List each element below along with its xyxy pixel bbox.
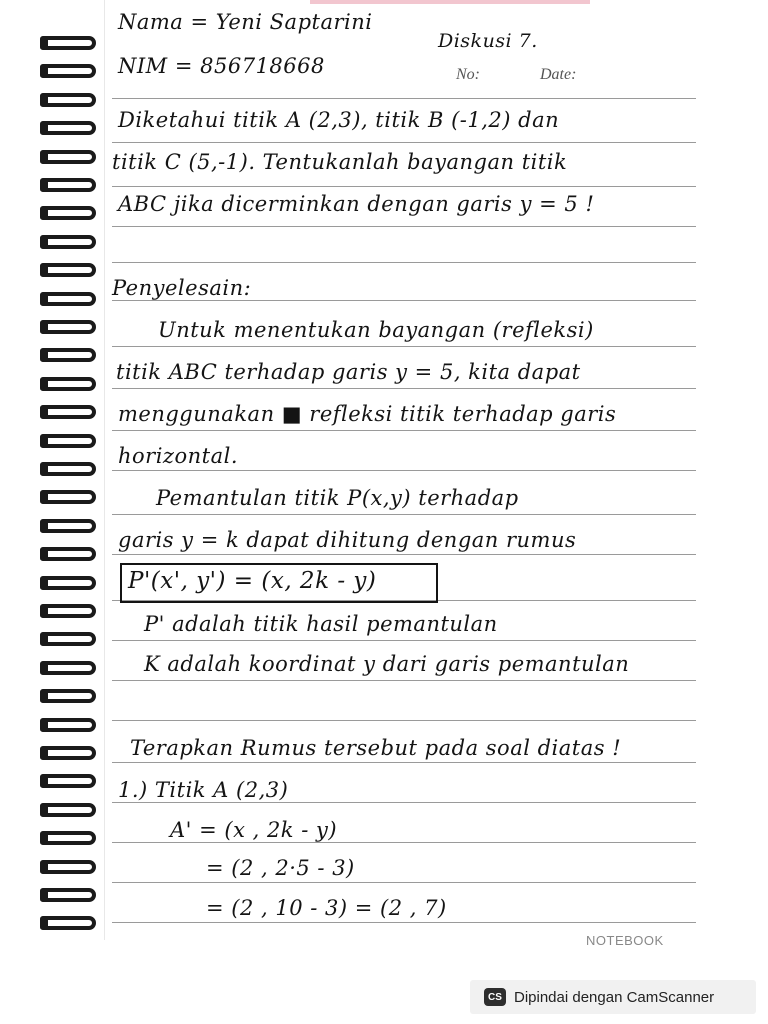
- explanation-line-2: titik ABC terhadap garis y = 5, kita dapat: [116, 360, 581, 384]
- spiral-ring: [40, 746, 96, 760]
- spiral-ring: [40, 519, 96, 533]
- printed-no-label: No:: [456, 66, 480, 83]
- ruled-line: [112, 346, 696, 347]
- reflection-line-1: Pemantulan titik P(x,y) terhadap: [156, 486, 519, 510]
- step-1-line-1: A' = (x , 2k - y): [170, 818, 338, 842]
- spiral-ring: [40, 462, 96, 476]
- spiral-ring: [40, 150, 96, 164]
- step-1-line-3: = (2 , 10 - 3) = (2 , 7): [206, 896, 447, 920]
- spiral-ring: [40, 263, 96, 277]
- printed-date-label: Date:: [540, 66, 577, 83]
- explanation-line-1: Untuk menentukan bayangan (refleksi): [158, 318, 594, 342]
- spiral-ring: [40, 860, 96, 874]
- spiral-ring: [40, 64, 96, 78]
- margin-line: [104, 0, 105, 940]
- ruled-line: [112, 142, 696, 143]
- reflection-line-2: garis y = k dapat dihitung dengan rumus: [118, 528, 577, 552]
- camscanner-text: Dipindai dengan CamScanner: [514, 988, 715, 1006]
- spiral-ring: [40, 206, 96, 220]
- ruled-line: [112, 262, 696, 263]
- step-1-line-2: = (2 , 2·5 - 3): [206, 856, 355, 880]
- ruled-line: [112, 98, 696, 99]
- problem-line-3: ABC jika dicerminkan dengan garis y = 5 !: [118, 192, 595, 216]
- student-name: Nama = Yeni Saptarini: [118, 10, 373, 34]
- ruled-line: [112, 842, 696, 843]
- camscanner-icon: CS: [484, 988, 506, 1006]
- spiral-ring: [40, 320, 96, 334]
- spiral-binding: [40, 30, 102, 940]
- explanation-line-3: menggunakan ■ refleksi titik terhadap garis: [118, 402, 617, 426]
- ruled-line: [112, 226, 696, 227]
- ruled-line: [112, 882, 696, 883]
- ruled-line: [112, 554, 696, 555]
- spiral-ring: [40, 604, 96, 618]
- ruled-line: [112, 680, 696, 681]
- ruled-line: [112, 762, 696, 763]
- problem-line-1: Diketahui titik A (2,3), titik B (-1,2) dan: [118, 108, 560, 132]
- spiral-ring: [40, 803, 96, 817]
- spiral-ring: [40, 93, 96, 107]
- page-top-strip: [310, 0, 590, 4]
- solution-heading: Penyelesain:: [112, 276, 252, 300]
- spiral-ring: [40, 405, 96, 419]
- notebook-brand: NOTEBOOK: [586, 933, 664, 948]
- note-k: K adalah koordinat y dari garis pemantulan: [144, 652, 630, 676]
- spiral-ring: [40, 235, 96, 249]
- ruled-line: [112, 640, 696, 641]
- spiral-ring: [40, 916, 96, 930]
- spiral-ring: [40, 774, 96, 788]
- explanation-line-4: horizontal.: [118, 444, 239, 468]
- ruled-line: [112, 388, 696, 389]
- spiral-ring: [40, 576, 96, 590]
- spiral-ring: [40, 888, 96, 902]
- ruled-line: [112, 720, 696, 721]
- note-p-prime: P' adalah titik hasil pemantulan: [144, 612, 498, 636]
- reflection-formula: P'(x', y') = (x, 2k - y): [128, 568, 377, 594]
- spiral-ring: [40, 292, 96, 306]
- step-1-heading: 1.) Titik A (2,3): [118, 778, 289, 802]
- spiral-ring: [40, 547, 96, 561]
- spiral-ring: [40, 718, 96, 732]
- ruled-line: [112, 802, 696, 803]
- problem-line-2: titik C (5,-1). Tentukanlah bayangan titik: [112, 150, 568, 174]
- ruled-line: [112, 300, 696, 301]
- spiral-ring: [40, 377, 96, 391]
- discussion-title: Diskusi 7.: [438, 30, 538, 52]
- spiral-ring: [40, 490, 96, 504]
- spiral-ring: [40, 831, 96, 845]
- ruled-line: [112, 186, 696, 187]
- spiral-ring: [40, 121, 96, 135]
- ruled-line: [112, 470, 696, 471]
- apply-instruction: Terapkan Rumus tersebut pada soal diatas !: [130, 736, 622, 760]
- ruled-line: [112, 922, 696, 923]
- camscanner-badge: [470, 980, 756, 1014]
- student-nim: NIM = 856718668: [118, 54, 325, 78]
- spiral-ring: [40, 36, 96, 50]
- spiral-ring: [40, 661, 96, 675]
- ruled-line: [112, 430, 696, 431]
- spiral-ring: [40, 348, 96, 362]
- ruled-line: [112, 514, 696, 515]
- spiral-ring: [40, 178, 96, 192]
- spiral-ring: [40, 434, 96, 448]
- spiral-ring: [40, 689, 96, 703]
- spiral-ring: [40, 632, 96, 646]
